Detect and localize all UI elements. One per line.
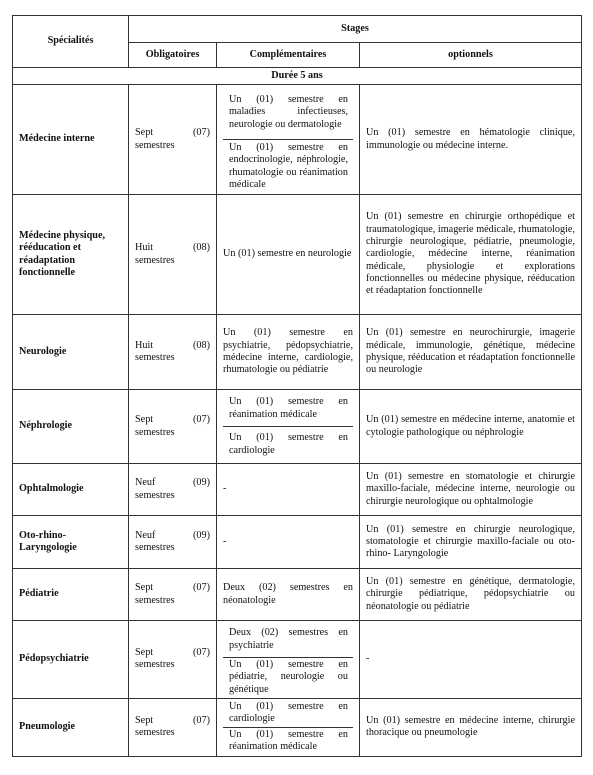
complementaires-cell: [217, 621, 360, 699]
complementaire-item: Un (01) semestre en réanimation médicale: [229, 396, 348, 420]
complementaire-item: Un (01) semestre en endocrinologie, néphrologie, rhumatologie ou réanimation médicale: [223, 139, 353, 193]
complementaires-cell: Un (01) semestre en neurologie: [217, 195, 360, 315]
table-row: [13, 315, 582, 390]
duree-row: [13, 68, 582, 85]
optionnels-cell: -: [360, 621, 582, 699]
optionnels-cell: Un (01) semestre en stomatologie et chirurgie maxillo-faciale, médecine interne, neurologie ou chirurgie neurologique ou ophtalmologie: [360, 464, 582, 516]
obligatoires-cell: Sept (07) semestres: [129, 569, 217, 621]
specialite-cell: Pédiatrie: [13, 569, 129, 621]
complementaires-cell: [217, 698, 360, 756]
stages-table-body: [13, 16, 582, 757]
optionnels-cell: Un (01) semestre en génétique, dermatologie, chirurgie pédiatrique, pédopsychiatrie ou néonatologie ou pédiatrie: [360, 569, 582, 621]
header-specialites: Spécialités: [13, 16, 129, 68]
obligatoires-cell: Neuf (09) semestres: [129, 516, 217, 569]
table-row: [13, 516, 582, 569]
table-row: [13, 698, 582, 756]
specialite-cell: Ophtalmologie: [13, 464, 129, 516]
complementaire-item: Un (01) semestre en cardiologie: [229, 701, 348, 725]
optionnels-cell: Un (01) semestre en médecine interne, anatomie et cytologie pathologique ou néphrologie: [360, 390, 582, 464]
specialite-cell: Neurologie: [13, 315, 129, 390]
header-obligatoires: Obligatoires: [129, 43, 217, 68]
complementaire-item: Un (01) semestre en maladies infectieuses, neurologie ou dermatologie: [229, 94, 348, 130]
specialite-cell: Pneumologie: [13, 698, 129, 756]
complementaires-cell: [217, 85, 360, 195]
complementaires-cell: -: [217, 516, 360, 569]
specialite-cell: Néphrologie: [13, 390, 129, 464]
obligatoires-cell: Neuf (09) semestres: [129, 464, 217, 516]
header-optionnels: optionnels: [360, 43, 582, 68]
obligatoires-cell: Sept (07) semestres: [129, 390, 217, 464]
specialite-cell: Médecine interne: [13, 85, 129, 195]
duree-label: Durée 5 ans: [13, 68, 582, 85]
optionnels-cell: Un (01) semestre en médecine interne, chirurgie thoracique ou pneumologie: [360, 698, 582, 756]
table-row: [13, 195, 582, 315]
obligatoires-cell: Sept (07) semestres: [129, 698, 217, 756]
table-row: [13, 464, 582, 516]
specialite-cell: Oto-rhino-Laryngologie: [13, 516, 129, 569]
complementaires-cell: [217, 390, 360, 464]
complementaire-item: Un (01) semestre en cardiologie: [223, 426, 353, 462]
optionnels-cell: Un (01) semestre en neurochirurgie, imagerie médicale, immunologie, génétique, médecine physique, rééducation et réadaptation fonctionnelle ou neurologie: [360, 315, 582, 390]
complementaire-item: Un (01) semestre en pédiatrie, neurologie ou génétique: [223, 657, 353, 697]
specialite-cell: Pédopsychiatrie: [13, 621, 129, 699]
obligatoires-cell: Sept (07) semestres: [129, 621, 217, 699]
obligatoires-cell: Huit (08) semestres: [129, 315, 217, 390]
optionnels-cell: Un (01) semestre en hématologie clinique, immunologie ou médecine interne.: [360, 85, 582, 195]
complementaires-cell: Un (01) semestre en psychiatrie, pédopsychiatrie, médecine interne, cardiologie, rhumatologie ou pédiatrie: [217, 315, 360, 390]
complementaire-item: Deux (02) semestres en psychiatrie: [229, 627, 348, 651]
optionnels-cell: Un (01) semestre en chirurgie neurologique, stomatologie et chirurgie maxillo-faciale ou oto-rhino- Laryngologie: [360, 516, 582, 569]
header-row-top: [13, 16, 582, 43]
specialite-cell: Médecine physique, rééducation et réadaptation fonctionnelle: [13, 195, 129, 315]
stages-table: [12, 15, 582, 757]
header-complementaires: Complémentaires: [217, 43, 360, 68]
table-row: [13, 390, 582, 464]
complementaires-cell: Deux (02) semestres en néonatologie: [217, 569, 360, 621]
table-row: [13, 85, 582, 195]
table-row: [13, 569, 582, 621]
optionnels-cell: Un (01) semestre en chirurgie orthopédique et traumatologique, imagerie médicale, rhumatologie, chirurgie neurologique, pédiatrie, pneumologie, cardiologie, médecine interne, réanimation médicale, physiologie et explorations fonctionnelles ou médecine physique, rééducation et réadaptation fonctionnelle: [360, 195, 582, 315]
complementaires-cell: -: [217, 464, 360, 516]
complementaire-item: Un (01) semestre en réanimation médicale: [223, 727, 353, 755]
obligatoires-cell: Sept (07) semestres: [129, 85, 217, 195]
header-stages: Stages: [129, 16, 582, 43]
obligatoires-cell: Huit (08) semestres: [129, 195, 217, 315]
table-row: [13, 621, 582, 699]
